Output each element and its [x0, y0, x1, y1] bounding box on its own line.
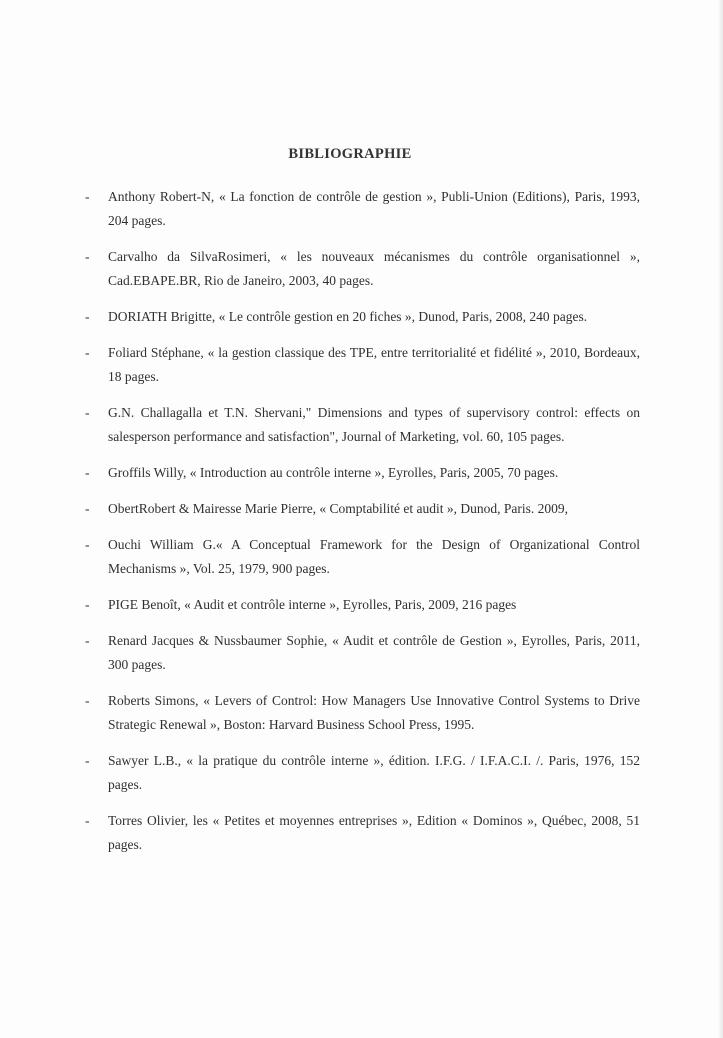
list-bullet: - [85, 345, 90, 360]
bibliography-entry [85, 341, 640, 389]
entry-text: PIGE Benoît, « Audit et contrôle interne », Eyrolles, Paris, 2009, 216 pages [108, 597, 517, 612]
bibliography-entry [85, 497, 640, 521]
entry-text: Foliard Stéphane, « la gestion classique des TPE, entre territorialité et fidélité », 2010, Bordeaux, 18 pages. [108, 345, 640, 384]
list-bullet: - [85, 597, 90, 612]
scan-edge-shadow [717, 0, 723, 1038]
bibliography-entry [85, 629, 640, 677]
entry-text: Torres Olivier, les « Petites et moyennes entreprises », Edition « Dominos », Québec, 2008, 51 pages. [108, 813, 640, 852]
entry-text: Groffils Willy, « Introduction au contrôle interne », Eyrolles, Paris, 2005, 70 pages. [108, 465, 559, 480]
entry-text: Anthony Robert-N, « La fonction de contrôle de gestion », Publi-Union (Editions), Paris, 1993, 204 pages. [108, 189, 640, 228]
bibliography-entry [85, 185, 640, 233]
entry-text: Renard Jacques & Nussbaumer Sophie, « Audit et contrôle de Gestion », Eyrolles, Paris, 2011, 300 pages. [108, 633, 640, 672]
bibliography-entry [85, 401, 640, 449]
entry-text: Roberts Simons, « Levers of Control: How Managers Use Innovative Control Systems to Drive Strategic Renewal », Boston: Harvard Business School Press, 1995. [108, 693, 640, 732]
entry-text: ObertRobert & Mairesse Marie Pierre, « Comptabilité et audit », Dunod, Paris. 2009, [108, 501, 569, 516]
list-bullet: - [85, 693, 90, 708]
entry-text: DORIATH Brigitte, « Le contrôle gestion en 20 fiches », Dunod, Paris, 2008, 240 pages. [108, 309, 588, 324]
bibliography-entry [85, 809, 640, 857]
entry-text: Sawyer L.B., « la pratique du contrôle interne », édition. I.F.G. / I.F.A.C.I. /. Paris, 1976, 152 pages. [108, 753, 640, 792]
list-bullet: - [85, 249, 90, 264]
list-bullet: - [85, 465, 90, 480]
bibliography-entry [85, 245, 640, 293]
bibliography-entry [85, 593, 640, 617]
bibliography-entry [85, 305, 640, 329]
entry-text: Ouchi William G.« A Conceptual Framework for the Design of Organizational Control Mechanisms », Vol. 25, 1979, 900 pages. [108, 537, 640, 576]
list-bullet: - [85, 309, 90, 324]
list-bullet: - [85, 633, 90, 648]
bibliography-entry [85, 689, 640, 737]
list-bullet: - [85, 405, 90, 420]
bibliography-entry [85, 749, 640, 797]
bibliography-list [85, 185, 640, 869]
list-bullet: - [85, 813, 90, 828]
list-bullet: - [85, 753, 90, 768]
list-bullet: - [85, 501, 90, 516]
entry-text: Carvalho da SilvaRosimeri, « les nouveaux mécanismes du contrôle organisationnel », Cad.EBAPE.BR, Rio de Janeiro, 2003, 40 pages. [108, 249, 640, 288]
bibliography-entry [85, 533, 640, 581]
list-bullet: - [85, 537, 90, 552]
page-title: BIBLIOGRAPHIE [288, 146, 412, 162]
list-bullet: - [85, 189, 90, 204]
bibliography-entry [85, 461, 640, 485]
entry-text: G.N. Challagalla et T.N. Shervani," Dimensions and types of supervisory control: effects on salesperson performance and satisfaction", Journal of Marketing, vol. 60, 105 pages. [108, 405, 640, 444]
